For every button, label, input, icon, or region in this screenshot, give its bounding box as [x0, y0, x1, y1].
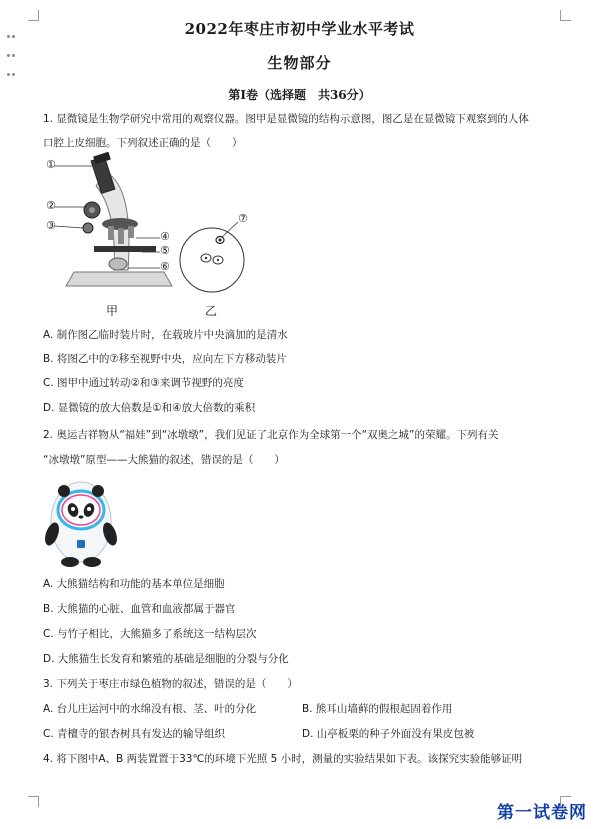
bing-dwen-dwen-image	[40, 474, 122, 568]
marker-4: ④	[160, 230, 170, 243]
q2-stem-line1: 2. 奥运吉祥物从“福娃”到“冰墩墩”，我们见证了北京作为全球第一个“双奥之城”的荣耀。下列有关	[43, 429, 499, 441]
figure-a-label: 甲	[106, 304, 119, 318]
section-heading: 第Ⅰ卷（选择题 共36分）	[228, 88, 371, 102]
marker-6: ⑥	[160, 260, 170, 273]
q1-stem-line2: 口腔上皮细胞。下列叙述正确的是（ ）	[43, 137, 243, 149]
q1-option-b: B. 将图乙中的⑦移至视野中央，应向左下方移动装片	[43, 353, 287, 365]
q3-option-c: C. 青檀寺的银杏树具有发达的输导组织	[43, 728, 226, 740]
q2-stem-line2: “冰墩墩”原型——大熊猫的叙述，错误的是（ ）	[43, 454, 285, 466]
marker-1: ①	[46, 158, 56, 171]
q1-option-c: C. 图甲中通过转动②和③来调节视野的亮度	[43, 377, 244, 389]
marker-7: ⑦	[238, 212, 248, 225]
site-watermark: 第一试卷网	[497, 803, 587, 823]
q1-option-a: A. 制作图乙临时装片时，在载玻片中央滴加的是清水	[43, 329, 288, 341]
microscope-figure	[44, 152, 184, 302]
q3-option-b: B. 熊耳山墙藓的假根起固着作用	[302, 703, 453, 715]
marker-5: ⑤	[160, 244, 170, 257]
q2-option-c: C. 与竹子相比，大熊猫多了系统这一结构层次	[43, 628, 257, 640]
q2-option-b: B. 大熊猫的心脏、血管和血液都属于器官	[43, 603, 236, 615]
q3-option-a: A. 台儿庄运河中的水绵没有根、茎、叶的分化	[43, 703, 257, 715]
q1-stem-line1: 1. 显微镜是生物学研究中常用的观察仪器。图甲是显微镜的结构示意图，图乙是在显微镜下观察到的人体	[43, 113, 529, 125]
q3-option-d: D. 山亭板栗的种子外面没有果皮包被	[302, 728, 475, 740]
marker-3: ③	[46, 219, 56, 232]
exam-subtitle: 生物部分	[267, 54, 332, 72]
q2-option-d: D. 大熊猫生长发育和繁殖的基础是细胞的分裂与分化	[43, 653, 289, 665]
exam-title: 2022年枣庄市初中学业水平考试	[184, 20, 415, 38]
q1-option-d: D. 显微镜的放大倍数是①和④放大倍数的乘积	[43, 402, 256, 414]
figure-b-label: 乙	[205, 304, 218, 318]
crop-mark-bottom-left	[28, 796, 39, 807]
q4-stem: 4. 将下图中A、B 两装置置于33℃的环境下光照 5 小时，测量的实验结果如下表。该探究实验能够证明	[43, 753, 523, 765]
marker-2: ②	[46, 199, 56, 212]
q2-option-a: A. 大熊猫结构和功能的基本单位是细胞	[43, 578, 225, 590]
q3-stem: 3. 下列关于枣庄市绿色植物的叙述，错误的是（ ）	[43, 678, 298, 690]
